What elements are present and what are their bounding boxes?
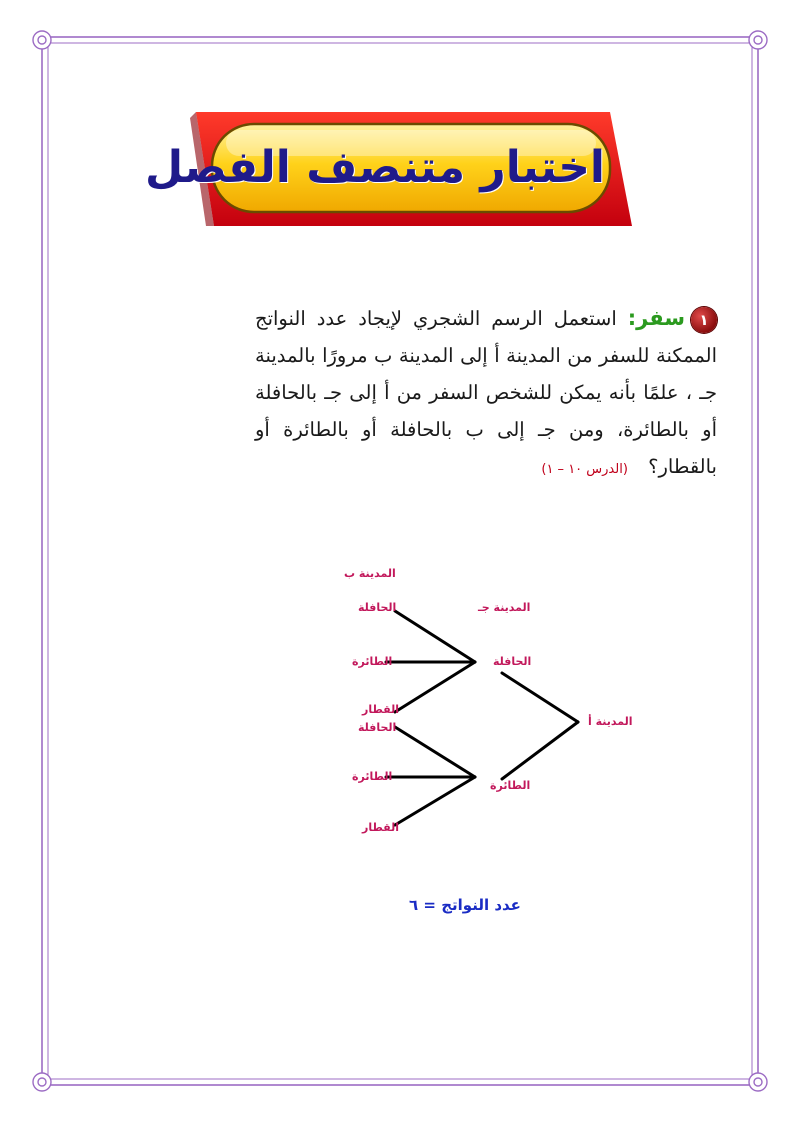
branch-root-to-bus xyxy=(502,673,578,722)
middle-label-bus: الحافلة xyxy=(493,655,532,668)
branch-plane-to-bus xyxy=(395,727,475,777)
header-city-c: المدينة جـ xyxy=(478,601,531,614)
question-text: استعمل الرسم الشجري لإيجاد عدد النواتج الممكنة للسفر من المدينة أ إلى المدينة ب مرورًا بالمدينة جـ ، علمًا بأنه يمكن للشخص السفر من أ إلى جـ بالحافلة أو بالطائرة، ومن جـ إلى ب بالحافلة أو بالطائرة أو بالقطار؟ xyxy=(255,307,717,478)
question-block xyxy=(255,300,717,488)
leaf-top-train: القطار xyxy=(362,703,399,716)
branch-bus-to-bus xyxy=(395,611,475,662)
branch-bus-to-train xyxy=(395,662,475,712)
corner-ornament-bottom-left xyxy=(33,1073,51,1091)
header-city-b: المدينة ب xyxy=(344,567,396,580)
branch-plane-to-train xyxy=(395,777,475,825)
leaf-bottom-bus: الحافلة xyxy=(358,721,397,734)
outcomes-count: عدد النواتج = ٦ xyxy=(409,896,521,914)
leaf-top-plane: الطائرة xyxy=(352,655,393,668)
leaf-bottom-plane: الطائرة xyxy=(352,770,393,783)
middle-label-plane: الطائرة xyxy=(490,779,531,792)
corner-ornament-bottom-right xyxy=(749,1073,767,1091)
branch-root-to-plane xyxy=(502,722,578,779)
page-title: اختبار متنصف الفصل xyxy=(144,142,605,193)
root-city-a: المدينة أ xyxy=(588,715,633,728)
leaf-top-bus: الحافلة xyxy=(358,601,397,614)
question-keyword: سفر: xyxy=(627,306,685,330)
tree-diagram xyxy=(330,555,660,855)
leaf-bottom-train: القطار xyxy=(362,821,399,834)
question-number-badge: ١ xyxy=(691,307,717,333)
lesson-reference: (الدرس ١٠ – ١) xyxy=(541,462,628,477)
